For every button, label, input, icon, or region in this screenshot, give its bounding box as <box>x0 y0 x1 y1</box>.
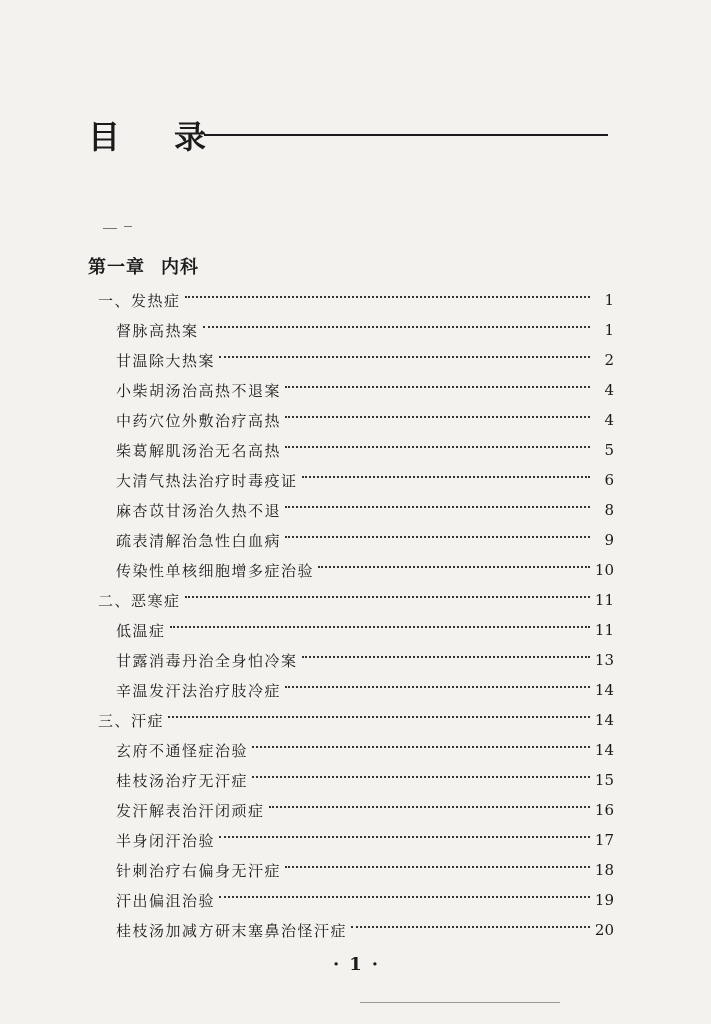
toc-entry <box>98 735 614 765</box>
dot-leader <box>285 416 590 418</box>
toc-entry-title: 小柴胡汤治高热不退案 <box>116 381 282 400</box>
page-bullet-left: · <box>332 954 340 975</box>
toc-entry-page: 19 <box>594 891 614 909</box>
dot-leader <box>285 536 590 538</box>
toc-entry <box>98 525 614 555</box>
toc-entry-title: 汗出偏沮治验 <box>116 891 216 910</box>
toc-entry-page: 18 <box>594 861 614 879</box>
dot-leader <box>185 296 590 298</box>
dot-leader <box>302 656 590 658</box>
page-number-footer <box>0 954 711 975</box>
toc-entry <box>98 885 614 915</box>
toc-entry-title: 辛温发汗法治疗肢冷症 <box>116 681 282 700</box>
toc-entry-page: 14 <box>594 741 614 759</box>
dot-leader <box>185 596 590 598</box>
toc-entry-title: 疏表清解治急性白血病 <box>116 531 282 550</box>
dot-leader <box>219 356 590 358</box>
toc-entry <box>98 345 614 375</box>
toc-entry-page: 15 <box>594 771 614 789</box>
toc-entry-page: 10 <box>594 561 614 579</box>
heading-char-2: 录 <box>174 118 209 156</box>
toc-entry-title: 柴葛解肌汤治无名高热 <box>116 441 282 460</box>
toc-entry-title: 一、发热症 <box>98 291 181 310</box>
toc-entry-title: 甘温除大热案 <box>116 351 216 370</box>
toc-entry-title: 大清气热法治疗时毒疫证 <box>116 471 298 490</box>
toc-entry-title: 玄府不通怪症治验 <box>116 741 249 760</box>
toc-entry-title: 中药穴位外敷治疗高热 <box>116 411 282 430</box>
toc-section-entry <box>98 705 614 735</box>
dot-leader <box>168 716 590 718</box>
dot-leader <box>219 836 590 838</box>
toc-entry-title: 半身闭汗治验 <box>116 831 216 850</box>
toc-entry-title: 针刺治疗右偏身无汗症 <box>116 861 282 880</box>
page-number: 1 <box>349 954 362 975</box>
toc-entry-title: 发汗解表治汗闭顽症 <box>116 801 265 820</box>
dot-leader <box>302 476 590 478</box>
toc-entry-title: 督脉高热案 <box>116 321 199 340</box>
toc-entry-title: 甘露消毒丹治全身怕冷案 <box>116 651 298 670</box>
toc-entry-page: 17 <box>594 831 614 849</box>
toc-entry <box>98 645 614 675</box>
heading-char-1: 目 <box>88 118 123 156</box>
toc-entry-page: 6 <box>604 471 614 489</box>
scan-bottom-line <box>360 1002 560 1003</box>
toc-section-entry <box>98 285 614 315</box>
toc-entry-title: 二、恶寒症 <box>98 591 181 610</box>
dot-leader <box>285 866 590 868</box>
toc-entry-title: 桂枝汤治疗无汗症 <box>116 771 249 790</box>
dot-leader <box>285 506 590 508</box>
toc-entry-page: 16 <box>594 801 614 819</box>
toc-entry-page: 11 <box>594 621 614 639</box>
chapter-name: 内科 <box>161 257 199 278</box>
dot-leader <box>285 686 590 688</box>
toc-section-entry <box>98 585 614 615</box>
toc-entry <box>98 315 614 345</box>
toc-entry-page: 2 <box>604 351 614 369</box>
chapter-heading <box>88 253 199 279</box>
toc-entry-page: 14 <box>594 681 614 699</box>
toc-entry-page: 8 <box>604 501 614 519</box>
toc-entry-title: 麻杏苡甘汤治久热不退 <box>116 501 282 520</box>
toc-entry-page: 11 <box>594 591 614 609</box>
toc-entry <box>98 825 614 855</box>
toc-entry <box>98 615 614 645</box>
toc-entry <box>98 435 614 465</box>
toc-entry-page: 13 <box>594 651 614 669</box>
dot-leader <box>318 566 590 568</box>
heading-rule <box>204 134 608 136</box>
toc-entry-page: 9 <box>604 531 614 549</box>
dot-leader <box>252 746 590 748</box>
toc-entry <box>98 405 614 435</box>
toc-entry-title: 桂枝汤加减方研末塞鼻治怪汗症 <box>116 921 348 940</box>
heading-text <box>88 112 208 158</box>
toc-entry-title: 传染性单核细胞增多症治验 <box>116 561 315 580</box>
toc-entry-page: 1 <box>604 321 614 339</box>
dot-leader <box>285 386 590 388</box>
dot-leader <box>269 806 590 808</box>
dot-leader <box>252 776 590 778</box>
chapter-number: 第一章 <box>88 257 145 278</box>
toc-entry-page: 4 <box>604 381 614 399</box>
toc-entry-page: 1 <box>604 291 614 309</box>
contents-heading <box>88 112 608 156</box>
toc-entry-title: 三、汗症 <box>98 711 165 730</box>
dot-leader <box>285 446 590 448</box>
page-bullet-right: · <box>371 954 379 975</box>
toc-entry <box>98 915 614 945</box>
toc-entry <box>98 795 614 825</box>
toc-entry-page: 4 <box>604 411 614 429</box>
scan-speck <box>124 226 132 227</box>
toc-entry-page: 5 <box>604 441 614 459</box>
dot-leader <box>203 326 590 328</box>
toc-entry <box>98 495 614 525</box>
dot-leader <box>219 896 590 898</box>
toc-entry <box>98 675 614 705</box>
scan-speck <box>103 228 117 229</box>
dot-leader <box>170 626 590 628</box>
toc-entry <box>98 465 614 495</box>
toc-list <box>98 285 614 945</box>
toc-entry <box>98 555 614 585</box>
toc-entry-title: 低温症 <box>116 621 166 640</box>
toc-entry-page: 20 <box>594 921 614 939</box>
toc-entry <box>98 765 614 795</box>
toc-entry <box>98 855 614 885</box>
toc-entry <box>98 375 614 405</box>
toc-entry-page: 14 <box>594 711 614 729</box>
dot-leader <box>351 926 590 928</box>
